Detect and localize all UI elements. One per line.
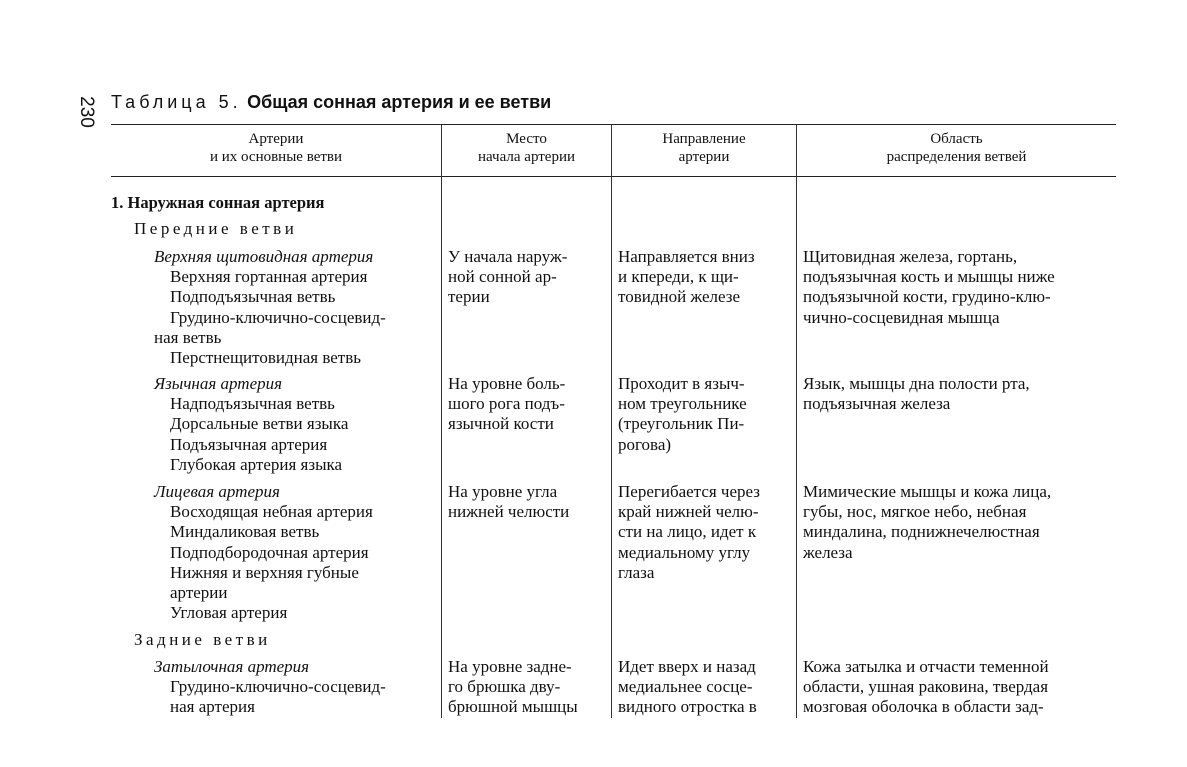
header-area <box>797 130 1116 166</box>
text-line: рогова) <box>618 434 672 454</box>
row-2-direction <box>618 374 791 455</box>
header-arteries <box>111 130 441 166</box>
header-direction <box>612 130 796 166</box>
text-line: На уровне задне- <box>448 657 572 676</box>
text-line: миндалина, поднижнечелюстная <box>803 522 1040 542</box>
group-heading-back: Задние ветви <box>134 630 271 649</box>
branch-item: Миндаликовая ветвь <box>170 522 320 542</box>
text-line: губы, нос, мягкое небо, небная <box>803 502 1027 522</box>
row-1-origin <box>448 247 606 308</box>
row-1-direction <box>618 247 791 308</box>
branch-item: Подъязычная артерия <box>170 434 328 454</box>
text-line: подъязычной кости, грудино-клю- <box>803 287 1051 307</box>
text-line: терии <box>448 287 490 307</box>
text-line: чично-сосцевидная мышца <box>803 307 1000 327</box>
group-heading-front: Передние ветви <box>134 219 298 238</box>
section-heading: 1. Наружная сонная артерия <box>111 193 325 212</box>
text-line: области, ушная раковина, твердая <box>803 677 1049 697</box>
text-line: брюшной мышцы <box>448 697 578 717</box>
text-line: Проходит в языч- <box>618 374 745 393</box>
text-line: железа <box>803 542 853 562</box>
page-number: 230 <box>76 96 97 128</box>
row-3-direction <box>618 482 791 583</box>
artery-name: Верхняя щитовидная артерия <box>154 247 374 266</box>
branch-item: ная ветвь <box>154 327 222 347</box>
row-2-arteries <box>154 374 348 475</box>
text-line: подъязычная кость и мышцы ниже <box>803 267 1055 287</box>
text-line: Перегибается через <box>618 482 760 501</box>
branch-item: Глубокая артерия языка <box>170 454 343 474</box>
caption-title: Общая сонная артерия и ее ветви <box>247 92 552 112</box>
artery-name: Затылочная артерия <box>154 657 310 676</box>
branch-item: Дорсальные ветви языка <box>170 414 349 434</box>
branch-item: Верхняя гортанная артерия <box>170 267 368 287</box>
text-line: Щитовидная железа, гортань, <box>803 247 1018 266</box>
branch-item: артерии <box>170 583 228 603</box>
branch-item: Нижняя и верхняя губные <box>170 562 359 582</box>
text-line: На уровне боль- <box>448 374 566 393</box>
column-divider-3-body <box>796 248 797 718</box>
text-line: глаза <box>618 562 655 582</box>
text-line: У начала наруж- <box>448 247 568 266</box>
row-3-origin <box>448 482 606 522</box>
text-line: Кожа затылка и отчасти теменной <box>803 657 1049 676</box>
text-line: Идет вверх и назад <box>618 657 756 676</box>
text-line: Направляется вниз <box>618 247 755 266</box>
header-line: Место <box>506 131 547 147</box>
branch-item: Грудино-ключично-сосцевид- <box>170 307 386 327</box>
artery-name: Лицевая артерия <box>154 482 280 501</box>
column-divider-2-body <box>611 248 612 718</box>
branch-item: Восходящая небная артерия <box>170 502 373 522</box>
header-line: Область <box>930 131 983 147</box>
branch-item: Надподъязычная ветвь <box>170 394 335 414</box>
text-line: край нижней челю- <box>618 502 759 522</box>
text-line: сти на лицо, идет к <box>618 522 757 542</box>
branch-item: Грудино-ключично-сосцевид- <box>170 677 386 697</box>
row-1-arteries <box>154 247 386 368</box>
text-line: го брюшка дву- <box>448 677 561 697</box>
text-line: и кпереди, к щи- <box>618 267 739 287</box>
row-2-origin <box>448 374 606 435</box>
table-header-rule <box>111 176 1116 177</box>
row-2-area <box>803 374 1115 414</box>
text-line: На уровне угла <box>448 482 558 501</box>
row-3-area <box>803 482 1115 563</box>
table-caption <box>111 92 551 113</box>
text-line: медиальному углу <box>618 542 751 562</box>
branch-item: Подподбородочная артерия <box>170 542 369 562</box>
text-line: видного отростка в <box>618 697 757 717</box>
branch-item: ная артерия <box>170 697 255 717</box>
row-1-area <box>803 247 1115 328</box>
branch-item: Угловая артерия <box>170 603 288 623</box>
artery-name: Язычная артерия <box>154 374 283 393</box>
text-line: подъязычная железа <box>803 394 951 414</box>
header-origin <box>442 130 611 166</box>
text-line: (треугольник Пи- <box>618 414 745 434</box>
text-line: мозговая оболочка в области зад- <box>803 697 1044 717</box>
text-line: ной сонной ар- <box>448 267 557 287</box>
text-line: язычной кости <box>448 414 554 434</box>
row-4-origin <box>448 657 606 718</box>
text-line: шого рога подъ- <box>448 394 565 414</box>
row-4-arteries <box>154 657 386 718</box>
header-line: Артерии <box>248 131 304 147</box>
text-line: Мимические мышцы и кожа лица, <box>803 482 1052 501</box>
row-3-arteries <box>154 482 373 623</box>
branch-item: Перстнещитовидная ветвь <box>170 348 362 368</box>
text-line: ном треугольнике <box>618 394 747 414</box>
header-line: Направление <box>662 131 746 147</box>
column-divider-1-body <box>441 248 442 718</box>
row-4-direction <box>618 657 791 718</box>
row-4-area <box>803 657 1115 718</box>
table-top-rule <box>111 124 1116 125</box>
text-line: медиальнее сосце- <box>618 677 753 697</box>
text-line: Язык, мышцы дна полости рта, <box>803 374 1030 393</box>
caption-lead: Таблица 5. <box>111 92 242 112</box>
header-line: распределения ветвей <box>886 149 1027 165</box>
text-line: товидной железе <box>618 287 740 307</box>
header-line: начала артерии <box>477 149 576 165</box>
header-line: артерии <box>678 149 730 165</box>
header-line: и их основные ветви <box>209 149 343 165</box>
text-line: нижней челюсти <box>448 502 570 522</box>
branch-item: Подподъязычная ветвь <box>170 287 336 307</box>
